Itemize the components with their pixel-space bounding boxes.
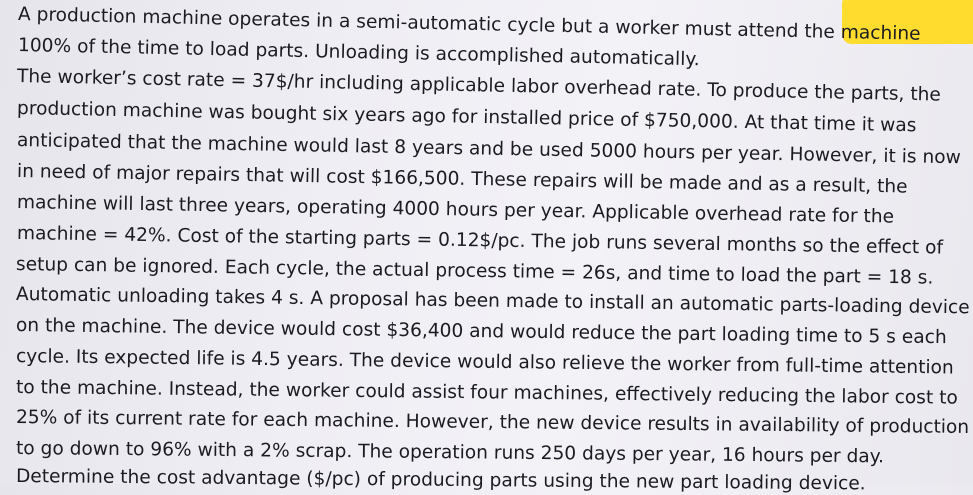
problem-line-10: Automatic unloading takes 4 s. A proposal has been made to install an automatic parts-loading device: [15, 284, 970, 319]
problem-line-7: machine will last three years, operating 4000 hours per year. Applicable overhead rate for the: [16, 192, 895, 228]
problem-line-9: setup can be ignored. Each cycle, the actual process time = 26s, and time to load the part = 18 s.: [15, 254, 934, 289]
problem-line-2: 100% of the time to load parts. Unloading is accomplished automatically.: [17, 35, 700, 71]
problem-line-8: machine = 42%. Cost of the starting parts = 0.12$/pc. The job runs several months so the effect of: [16, 223, 944, 259]
problem-line-1: A production machine operates in a semi-automatic cycle but a worker must attend the machine: [17, 4, 921, 45]
problem-line-14: 25% of its current rate for each machine. However, the new device results in availability of production: [15, 407, 970, 438]
problem-line-16: Determine the cost advantage ($/pc) of producing parts using the new part loading device.: [15, 466, 866, 495]
problem-line-4: production machine was bought six years ago for installed price of $750,000. At that time it was: [16, 98, 917, 137]
problem-line-5: anticipated that the machine would last 8 years and be used 5000 hours per year. However, it is now: [16, 130, 962, 169]
problem-line-12: cycle. Its expected life is 4.5 years. The device would also relieve the worker from full-time attention: [15, 346, 954, 379]
problem-line-15: to go down to 96% with a 2% scrap. The operation runs 250 days per year, 16 hours per day.: [15, 438, 885, 468]
problem-line-11: on the machine. The device would cost $36,400 and would reduce the part loading time to 5 s each: [15, 315, 947, 349]
problem-line-6: in need of major repairs that will cost $166,500. These repairs will be made and as a result, the: [16, 161, 908, 198]
problem-line-3: The worker’s cost rate = 37$/hr including applicable labor overhead rate. To produce the parts, the: [16, 66, 942, 106]
problem-line-13: to the machine. Instead, the worker could assist four machines, effectively reducing the labor cost to: [15, 377, 958, 409]
